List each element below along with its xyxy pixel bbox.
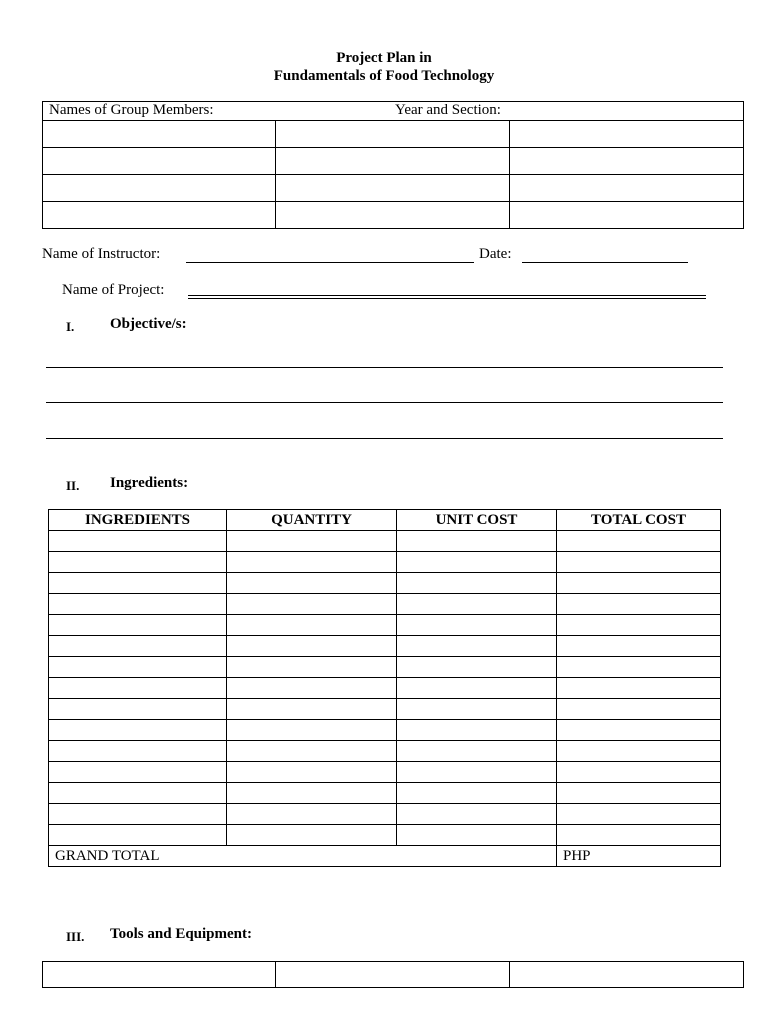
total-cost-col-header: TOTAL COST bbox=[557, 510, 721, 531]
ingredient-cell[interactable] bbox=[49, 783, 227, 804]
ingredient-cell[interactable] bbox=[49, 825, 227, 846]
member-cell[interactable] bbox=[43, 202, 276, 229]
ingredients-header-row bbox=[49, 510, 721, 531]
unit-cost-cell[interactable] bbox=[397, 531, 557, 552]
member-row bbox=[43, 121, 744, 148]
ingredient-row bbox=[49, 594, 721, 615]
total-cost-cell[interactable] bbox=[557, 699, 721, 720]
quantity-cell[interactable] bbox=[227, 573, 397, 594]
tools-cell[interactable] bbox=[510, 962, 744, 988]
members-header-row bbox=[43, 102, 744, 121]
instructor-line[interactable] bbox=[186, 262, 474, 263]
member-row bbox=[43, 175, 744, 202]
total-cost-cell[interactable] bbox=[557, 783, 721, 804]
ingredients-col-header: INGREDIENTS bbox=[49, 510, 227, 531]
unit-cost-cell[interactable] bbox=[397, 636, 557, 657]
objective-line[interactable] bbox=[46, 438, 723, 439]
total-cost-cell[interactable] bbox=[557, 678, 721, 699]
ingredient-cell[interactable] bbox=[49, 762, 227, 783]
quantity-cell[interactable] bbox=[227, 699, 397, 720]
total-cost-cell[interactable] bbox=[557, 552, 721, 573]
ingredient-row bbox=[49, 531, 721, 552]
quantity-cell[interactable] bbox=[227, 552, 397, 573]
ingredient-row bbox=[49, 825, 721, 846]
section-1-number: I. bbox=[66, 319, 75, 334]
instructor-label: Name of Instructor: bbox=[42, 246, 161, 262]
ingredient-row bbox=[49, 699, 721, 720]
date-line[interactable] bbox=[522, 262, 688, 263]
tools-row bbox=[43, 962, 744, 988]
grand-total-currency[interactable]: PHP bbox=[557, 846, 721, 867]
section-1-title: Objective/s: bbox=[110, 316, 187, 332]
unit-cost-cell[interactable] bbox=[397, 573, 557, 594]
group-members-table bbox=[42, 101, 744, 229]
member-row bbox=[43, 148, 744, 175]
quantity-cell[interactable] bbox=[227, 594, 397, 615]
unit-cost-cell[interactable] bbox=[397, 762, 557, 783]
ingredient-cell[interactable] bbox=[49, 573, 227, 594]
member-cell[interactable] bbox=[276, 121, 510, 148]
quantity-col-header: QUANTITY bbox=[227, 510, 397, 531]
unit-cost-cell[interactable] bbox=[397, 699, 557, 720]
total-cost-cell[interactable] bbox=[557, 762, 721, 783]
total-cost-cell[interactable] bbox=[557, 825, 721, 846]
section-3-number: III. bbox=[66, 929, 85, 944]
quantity-cell[interactable] bbox=[227, 678, 397, 699]
objective-line[interactable] bbox=[46, 402, 723, 403]
ingredient-row bbox=[49, 678, 721, 699]
tools-equipment-table bbox=[42, 961, 744, 988]
quantity-cell[interactable] bbox=[227, 720, 397, 741]
quantity-cell[interactable] bbox=[227, 657, 397, 678]
ingredient-cell[interactable] bbox=[49, 699, 227, 720]
unit-cost-cell[interactable] bbox=[397, 657, 557, 678]
ingredient-cell[interactable] bbox=[49, 615, 227, 636]
ingredient-cell[interactable] bbox=[49, 741, 227, 762]
ingredient-cell[interactable] bbox=[49, 678, 227, 699]
ingredient-row bbox=[49, 741, 721, 762]
project-label: Name of Project: bbox=[62, 282, 165, 298]
member-cell[interactable] bbox=[510, 121, 744, 148]
ingredient-cell[interactable] bbox=[49, 594, 227, 615]
ingredient-row bbox=[49, 783, 721, 804]
unit-cost-cell[interactable] bbox=[397, 783, 557, 804]
quantity-cell[interactable] bbox=[227, 741, 397, 762]
project-line-bottom bbox=[188, 298, 706, 299]
section-2-title: Ingredients: bbox=[110, 475, 189, 491]
ingredient-row bbox=[49, 552, 721, 573]
quantity-cell[interactable] bbox=[227, 783, 397, 804]
member-cell[interactable] bbox=[43, 148, 276, 175]
ingredient-row bbox=[49, 615, 721, 636]
ingredient-row bbox=[49, 636, 721, 657]
grand-total-label: GRAND TOTAL bbox=[49, 846, 557, 867]
unit-cost-cell[interactable] bbox=[397, 825, 557, 846]
objective-line[interactable] bbox=[46, 367, 723, 368]
member-cell[interactable] bbox=[276, 148, 510, 175]
quantity-cell[interactable] bbox=[227, 615, 397, 636]
project-line-top[interactable] bbox=[188, 295, 706, 296]
total-cost-cell[interactable] bbox=[557, 615, 721, 636]
ingredient-cell[interactable] bbox=[49, 804, 227, 825]
date-label: Date: bbox=[479, 246, 512, 262]
unit-cost-cell[interactable] bbox=[397, 741, 557, 762]
total-cost-cell[interactable] bbox=[557, 804, 721, 825]
unit-cost-cell[interactable] bbox=[397, 678, 557, 699]
unit-cost-col-header: UNIT COST bbox=[397, 510, 557, 531]
quantity-cell[interactable] bbox=[227, 762, 397, 783]
total-cost-cell[interactable] bbox=[557, 594, 721, 615]
ingredient-row bbox=[49, 573, 721, 594]
member-cell[interactable] bbox=[43, 121, 276, 148]
quantity-cell[interactable] bbox=[227, 825, 397, 846]
unit-cost-cell[interactable] bbox=[397, 720, 557, 741]
member-cell[interactable] bbox=[510, 148, 744, 175]
ingredient-cell[interactable] bbox=[49, 720, 227, 741]
unit-cost-cell[interactable] bbox=[397, 552, 557, 573]
ingredient-row bbox=[49, 804, 721, 825]
quantity-cell[interactable] bbox=[227, 636, 397, 657]
unit-cost-cell[interactable] bbox=[397, 594, 557, 615]
quantity-cell[interactable] bbox=[227, 804, 397, 825]
member-cell[interactable] bbox=[276, 175, 510, 202]
unit-cost-cell[interactable] bbox=[397, 804, 557, 825]
ingredient-row bbox=[49, 657, 721, 678]
ingredient-cell[interactable] bbox=[49, 531, 227, 552]
document-title-line2: Fundamentals of Food Technology bbox=[273, 68, 495, 84]
total-cost-cell[interactable] bbox=[557, 657, 721, 678]
member-cell[interactable] bbox=[510, 202, 744, 229]
total-cost-cell[interactable] bbox=[557, 720, 721, 741]
ingredient-row bbox=[49, 762, 721, 783]
total-cost-cell[interactable] bbox=[557, 636, 721, 657]
member-cell[interactable] bbox=[510, 175, 744, 202]
total-cost-cell[interactable] bbox=[557, 573, 721, 594]
section-3-title: Tools and Equipment: bbox=[110, 926, 253, 942]
member-cell[interactable] bbox=[276, 202, 510, 229]
unit-cost-cell[interactable] bbox=[397, 615, 557, 636]
total-cost-cell[interactable] bbox=[557, 531, 721, 552]
section-2-number: II. bbox=[66, 478, 80, 493]
quantity-cell[interactable] bbox=[227, 531, 397, 552]
group-members-label: Names of Group Members: bbox=[49, 102, 214, 118]
year-section-label: Year and Section: bbox=[395, 102, 501, 118]
ingredient-row bbox=[49, 720, 721, 741]
member-row bbox=[43, 202, 744, 229]
ingredient-cell[interactable] bbox=[49, 636, 227, 657]
document-title-line1: Project Plan in bbox=[336, 50, 432, 66]
tools-cell[interactable] bbox=[43, 962, 276, 988]
member-cell[interactable] bbox=[43, 175, 276, 202]
ingredients-table bbox=[48, 509, 721, 867]
tools-cell[interactable] bbox=[276, 962, 510, 988]
grand-total-row bbox=[49, 846, 721, 867]
ingredient-cell[interactable] bbox=[49, 552, 227, 573]
total-cost-cell[interactable] bbox=[557, 741, 721, 762]
ingredient-cell[interactable] bbox=[49, 657, 227, 678]
